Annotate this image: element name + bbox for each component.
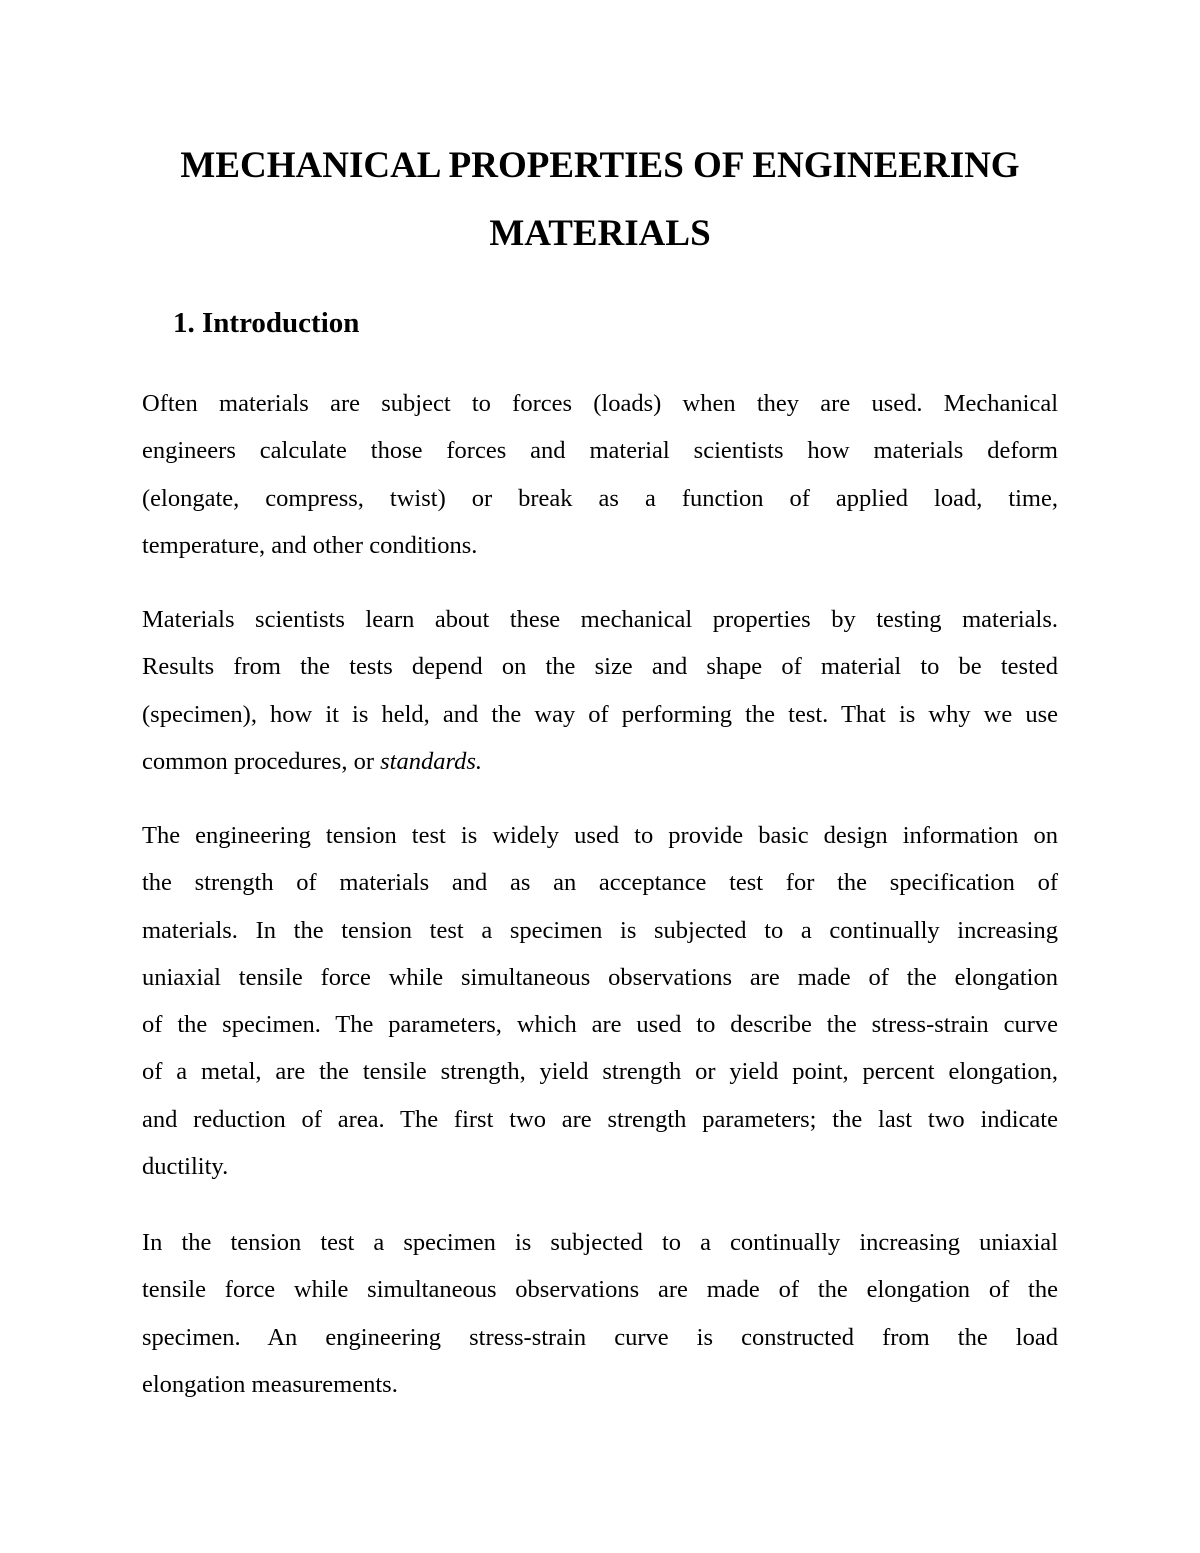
paragraph-line: tensile force while simultaneous observations are made of the elongation of the	[142, 1276, 1058, 1304]
document-title-line-2: MATERIALS	[489, 213, 711, 254]
paragraph-line: ductility.	[142, 1153, 229, 1181]
paragraph-1	[142, 380, 1058, 569]
document-title-line-1: MECHANICAL PROPERTIES OF ENGINEERING	[180, 145, 1020, 186]
paragraph-line: Often materials are subject to forces (loads) when they are used. Mechanical	[142, 390, 1058, 417]
paragraph-line: of the specimen. The parameters, which are used to describe the stress-strain curve	[142, 1011, 1058, 1039]
paragraph-line: Results from the tests depend on the size and shape of material to be tested	[142, 653, 1058, 681]
paragraph-line-text: common procedures, or	[142, 747, 381, 775]
paragraph-line: (specimen), how it is held, and the way of performing the test. That is why we use	[142, 700, 1058, 728]
paragraph-line: uniaxial tensile force while simultaneous observations are made of the elongation	[142, 963, 1058, 991]
paragraph-4	[142, 1219, 1058, 1408]
paragraph-2	[142, 596, 1058, 785]
paragraph-line: The engineering tension test is widely used to provide basic design information on	[142, 822, 1058, 849]
paragraph-line: elongation measurements.	[142, 1370, 398, 1398]
paragraph-line: engineers calculate those forces and material scientists how materials deform	[142, 437, 1058, 465]
paragraph-line: In the tension test a specimen is subjected to a continually increasing uniaxial	[142, 1229, 1058, 1256]
paragraph-line: and reduction of area. The first two are strength parameters; the last two indicate	[142, 1105, 1058, 1133]
section-heading-introduction: 1. Introduction	[173, 307, 360, 339]
paragraph-line: the strength of materials and as an acceptance test for the specification of	[142, 869, 1058, 897]
paragraph-line: (elongate, compress, twist) or break as a function of applied load, time,	[142, 484, 1058, 512]
paragraph-line: materials. In the tension test a specimen is subjected to a continually increasing	[142, 916, 1058, 944]
paragraph-line: of a metal, are the tensile strength, yield strength or yield point, percent elongation,	[142, 1058, 1058, 1086]
paragraph-line: specimen. An engineering stress-strain curve is constructed from the load	[142, 1323, 1058, 1351]
paragraph-3	[142, 812, 1058, 1190]
paragraph-line	[142, 738, 1058, 785]
paragraph-line: temperature, and other conditions.	[142, 531, 478, 559]
emphasis-standards: standards.	[380, 747, 483, 775]
paragraph-line: Materials scientists learn about these mechanical properties by testing materials.	[142, 606, 1058, 633]
